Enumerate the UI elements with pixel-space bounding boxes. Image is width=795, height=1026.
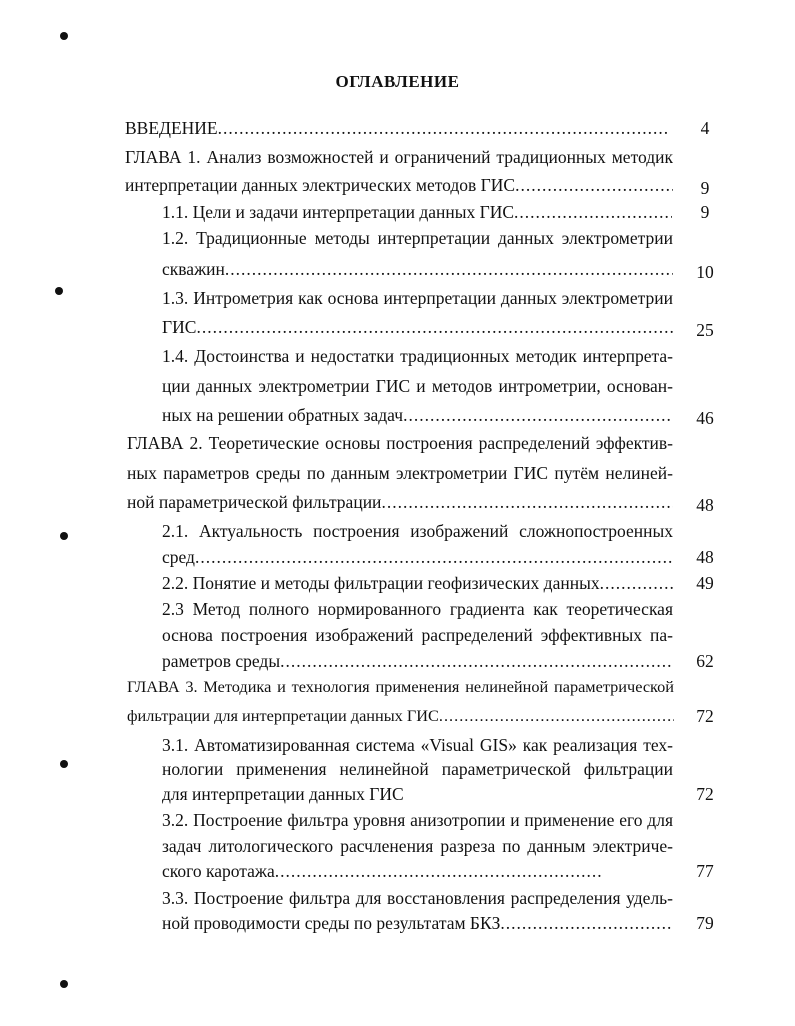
toc-page-number: 9 [700, 178, 710, 198]
toc-section-3-2-line-1: 3.2. Построение фильтра уровня анизотропии и применение его для [162, 810, 673, 830]
toc-page-number: 46 [696, 408, 714, 428]
toc-chapter-2-line-2: ных параметров среды по данным электрометрии ГИС путём нелиней- [127, 463, 673, 483]
toc-section-2-3-line-1: 2.3 Метод полного нормированного градиента как теоретическая [162, 599, 673, 619]
toc-chapter-2-line-1: ГЛАВА 2. Теоретические основы построения распределений эффектив- [127, 433, 673, 453]
toc-page-number: 10 [696, 262, 714, 282]
toc-page-number: 62 [696, 651, 714, 671]
margin-dot [55, 287, 63, 295]
toc-section-1-2-line-2: скважин ..... [162, 258, 673, 280]
toc-page-number: 49 [696, 573, 714, 593]
toc-section-3-3-line-2: ной проводимости среды по результатам БКЗ ..... [162, 912, 673, 934]
toc-chapter-1-line-1: ГЛАВА 1. Анализ возможностей и ограничений традиционных методик [125, 147, 673, 167]
toc-page-number: 48 [696, 547, 714, 567]
margin-dot [60, 32, 68, 40]
toc-section-2-3-line-3: раметров среды ..... [162, 650, 673, 672]
margin-dot [60, 760, 68, 768]
margin-dot [60, 980, 68, 988]
toc-section-3-1-line-3: для интерпретации данных ГИС [162, 784, 404, 804]
toc-page-number: 72 [696, 706, 714, 726]
toc-page-number: 77 [696, 861, 714, 881]
toc-page-number: 25 [696, 320, 714, 340]
toc-section-2-2: 2.2. Понятие и методы фильтрации геофизических данных ..... [162, 572, 673, 594]
toc-section-3-1-line-2: нологии применения нелинейной параметрической фильтрации [162, 759, 673, 779]
toc-chapter-2-line-3: ной параметрической фильтрации ..... [127, 491, 673, 513]
toc-section-1-4-line-2: ции данных электрометрии ГИС и методов интрометрии, основан- [162, 376, 673, 396]
toc-section-1-4-line-1: 1.4. Достоинства и недостатки традиционных методик интерпрета- [162, 346, 673, 366]
toc-section-3-2-line-2: задач литологического расчленения разреза по данным электриче- [162, 836, 673, 856]
toc-section-1-3-line-1: 1.3. Интрометрия как основа интерпретации данных электрометрии [162, 288, 673, 308]
toc-section-2-1-line-1: 2.1. Актуальность построения изображений сложнопостроенных [162, 521, 673, 541]
toc-page-number: 72 [696, 784, 714, 804]
toc-section-3-3-line-1: 3.3. Построение фильтра для восстановления распределения удель- [162, 888, 673, 908]
page-title: ОГЛАВЛЕНИЕ [335, 72, 460, 91]
toc-section-1-1: 1.1. Цели и задачи интерпретации данных ГИС ..... [162, 201, 672, 223]
toc-page-number: 4 [700, 118, 710, 138]
toc-section-3-1-line-1: 3.1. Автоматизированная система «Visual GIS» как реализация тех- [162, 735, 673, 755]
margin-dot [60, 532, 68, 540]
toc-section-2-1-line-2: сред ..... [162, 546, 673, 568]
toc-chapter-3-line-2: фильтрации для интерпретации данных ГИС ..... [127, 705, 674, 727]
toc-line-text: ВВЕДЕНИЕ [125, 118, 218, 138]
toc-section-1-4-line-3: ных на решении обратных задач ..... [162, 404, 673, 426]
toc-section-1-3-line-2: ГИС ..... [162, 316, 673, 338]
toc-page-number: 79 [696, 913, 714, 933]
toc-chapter-1-line-2: интерпретации данных электрических методов ГИС ..... [125, 174, 673, 196]
toc-section-2-3-line-2: основа построения изображений распределений эффективных па- [162, 625, 673, 645]
toc-page-number: 9 [700, 202, 710, 222]
toc-chapter-3-line-1: ГЛАВА 3. Методика и технология применения нелинейной параметрической [127, 677, 674, 696]
toc-page-number: 48 [696, 495, 714, 515]
toc-section-3-2-line-3: ского каротажа ..... [162, 860, 602, 882]
toc-section-1-2-line-1: 1.2. Традиционные методы интерпретации данных электрометрии [162, 228, 673, 248]
toc-entry-introduction [125, 117, 670, 139]
